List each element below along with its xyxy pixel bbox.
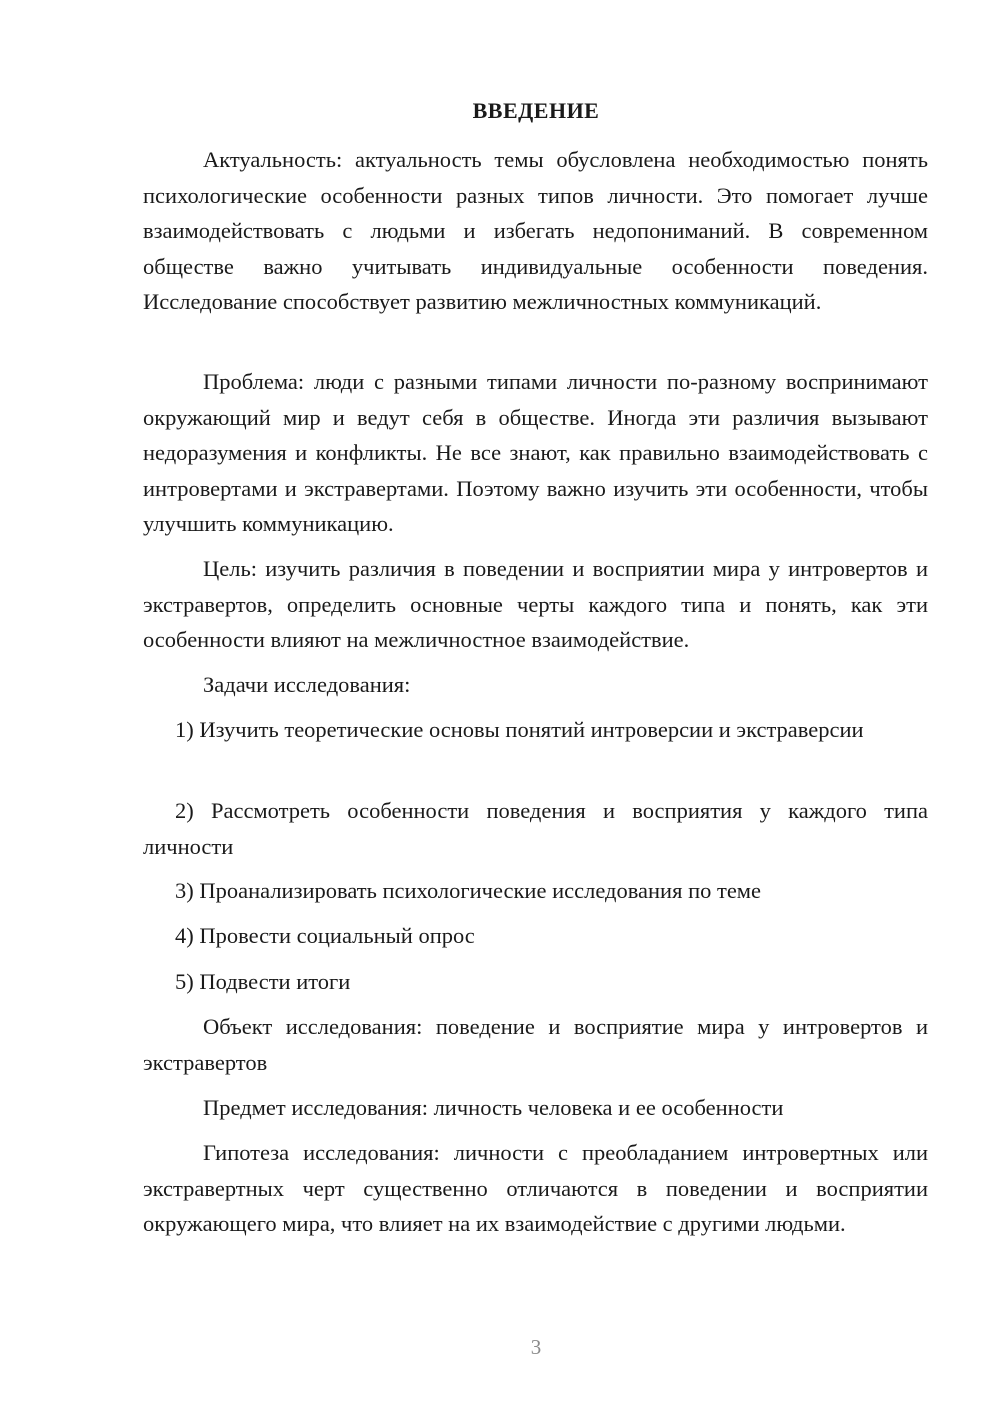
paragraph-problem: Проблема: люди с разными типами личности по-разному воспринимают окружающий мир и ведут себя в обществе. Иногда эти различия вызывают недоразумения и конфликты. Не все знают, как правильно взаимодействовать с интровертами и экстравертами. Поэтому важно изучить эти особенности, чтобы улучшить коммуникацию. xyxy=(143,369,928,536)
task-item-3: 3) Проанализировать психологические исследования по теме xyxy=(175,878,762,903)
page-title: ВВЕДЕНИЕ xyxy=(472,98,600,123)
task-item-2: 2) Рассмотреть особенности поведения и восприятия у каждого типа личности xyxy=(143,798,928,859)
paragraph-object: Объект исследования: поведение и восприятие мира у интровертов и экстравертов xyxy=(143,1014,928,1075)
page-number: 3 xyxy=(530,1335,542,1359)
task-item-1: 1) Изучить теоретические основы понятий интроверсии и экстраверсии xyxy=(175,717,864,742)
paragraph-hypothesis: Гипотеза исследования: личности с преобладанием интровертных или экстравертных черт существенно отличаются в поведении и восприятии окружающего мира, что влияет на их взаимодействие с другими людьми. xyxy=(143,1140,928,1236)
paragraph-relevance: Актуальность: актуальность темы обусловлена необходимостью понять психологические особенности разных типов личности. Это помогает лучше взаимодействовать с людьми и избегать недопониманий. В современном обществе важно учитывать индивидуальные особенности поведения. Исследование способствует развитию межличностных коммуникаций. xyxy=(143,147,928,314)
paragraph-subject: Предмет исследования: личность человека и ее особенности xyxy=(203,1095,784,1120)
tasks-title: Задачи исследования: xyxy=(203,672,411,697)
task-item-4: 4) Провести социальный опрос xyxy=(175,923,475,948)
paragraph-goal: Цель: изучить различия в поведении и восприятии мира у интровертов и экстравертов, определить основные черты каждого типа и понять, как эти особенности влияют на межличностное взаимодействие. xyxy=(143,556,928,652)
task-item-5: 5) Подвести итоги xyxy=(175,969,351,994)
